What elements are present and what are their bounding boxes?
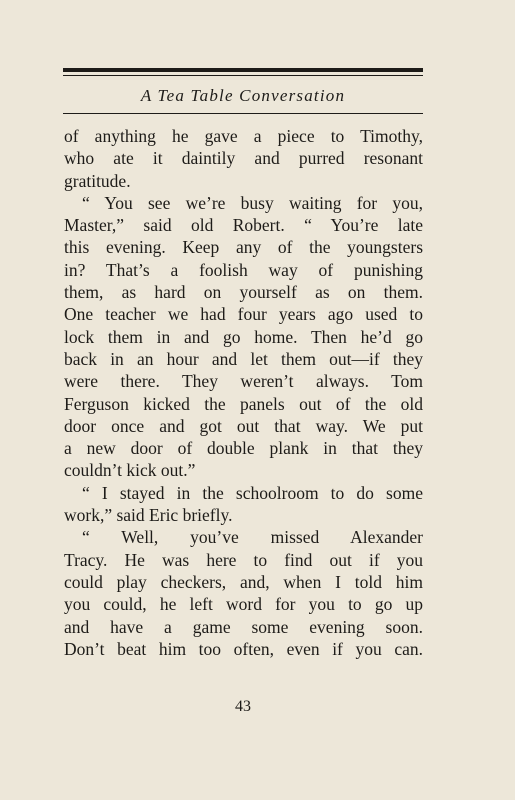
text-line: couldn’t kick out.” xyxy=(64,460,196,481)
text-line: Tracy. He was here to find out if you xyxy=(64,549,423,570)
text-line: you could, he left word for you to go up xyxy=(64,594,423,615)
text-line: Don’t beat him too often, even if you can. xyxy=(64,638,423,659)
running-head: A Tea Table Conversation xyxy=(140,86,346,105)
text-line: a new door of double plank in that they xyxy=(64,438,423,459)
text-line: in? That’s a foolish way of punishing xyxy=(64,259,423,280)
text-line: were there. They weren’t always. Tom xyxy=(64,371,423,392)
text-line: lock them in and go home. Then he’d go xyxy=(64,326,423,347)
text-line: Master,” said old Robert. “ You’re late xyxy=(64,215,423,236)
text-line: Ferguson kicked the panels out of the old xyxy=(64,393,423,414)
text-line: One teacher we had four years ago used to xyxy=(64,304,423,325)
text-line: “ Well, you’ve missed Alexander xyxy=(82,527,423,548)
text-line: them, as hard on yourself as on them. xyxy=(64,282,423,303)
text-line: “ I stayed in the schoolroom to do some xyxy=(82,482,423,503)
text-line: “ You see we’re busy waiting for you, xyxy=(82,192,423,213)
header-rule-thin xyxy=(63,75,423,76)
text-line: door once and got out that way. We put xyxy=(64,415,423,436)
text-line: of anything he gave a piece to Timothy, xyxy=(64,126,423,146)
text-line: back in an hour and let them out—if they xyxy=(64,348,423,369)
body-text xyxy=(64,125,423,660)
page-number: 43 xyxy=(235,698,251,715)
text-line: this evening. Keep any of the youngsters xyxy=(64,237,423,258)
header-rule-thick xyxy=(63,68,423,72)
text-line: work,” said Eric briefly. xyxy=(64,505,233,526)
text-line: and have a game some evening soon. xyxy=(64,616,423,637)
text-line: could play checkers, and, when I told him xyxy=(64,571,423,592)
text-line: who ate it daintily and purred resonant xyxy=(64,148,423,169)
header-rule-bottom xyxy=(63,113,423,114)
text-line: gratitude. xyxy=(64,170,131,191)
